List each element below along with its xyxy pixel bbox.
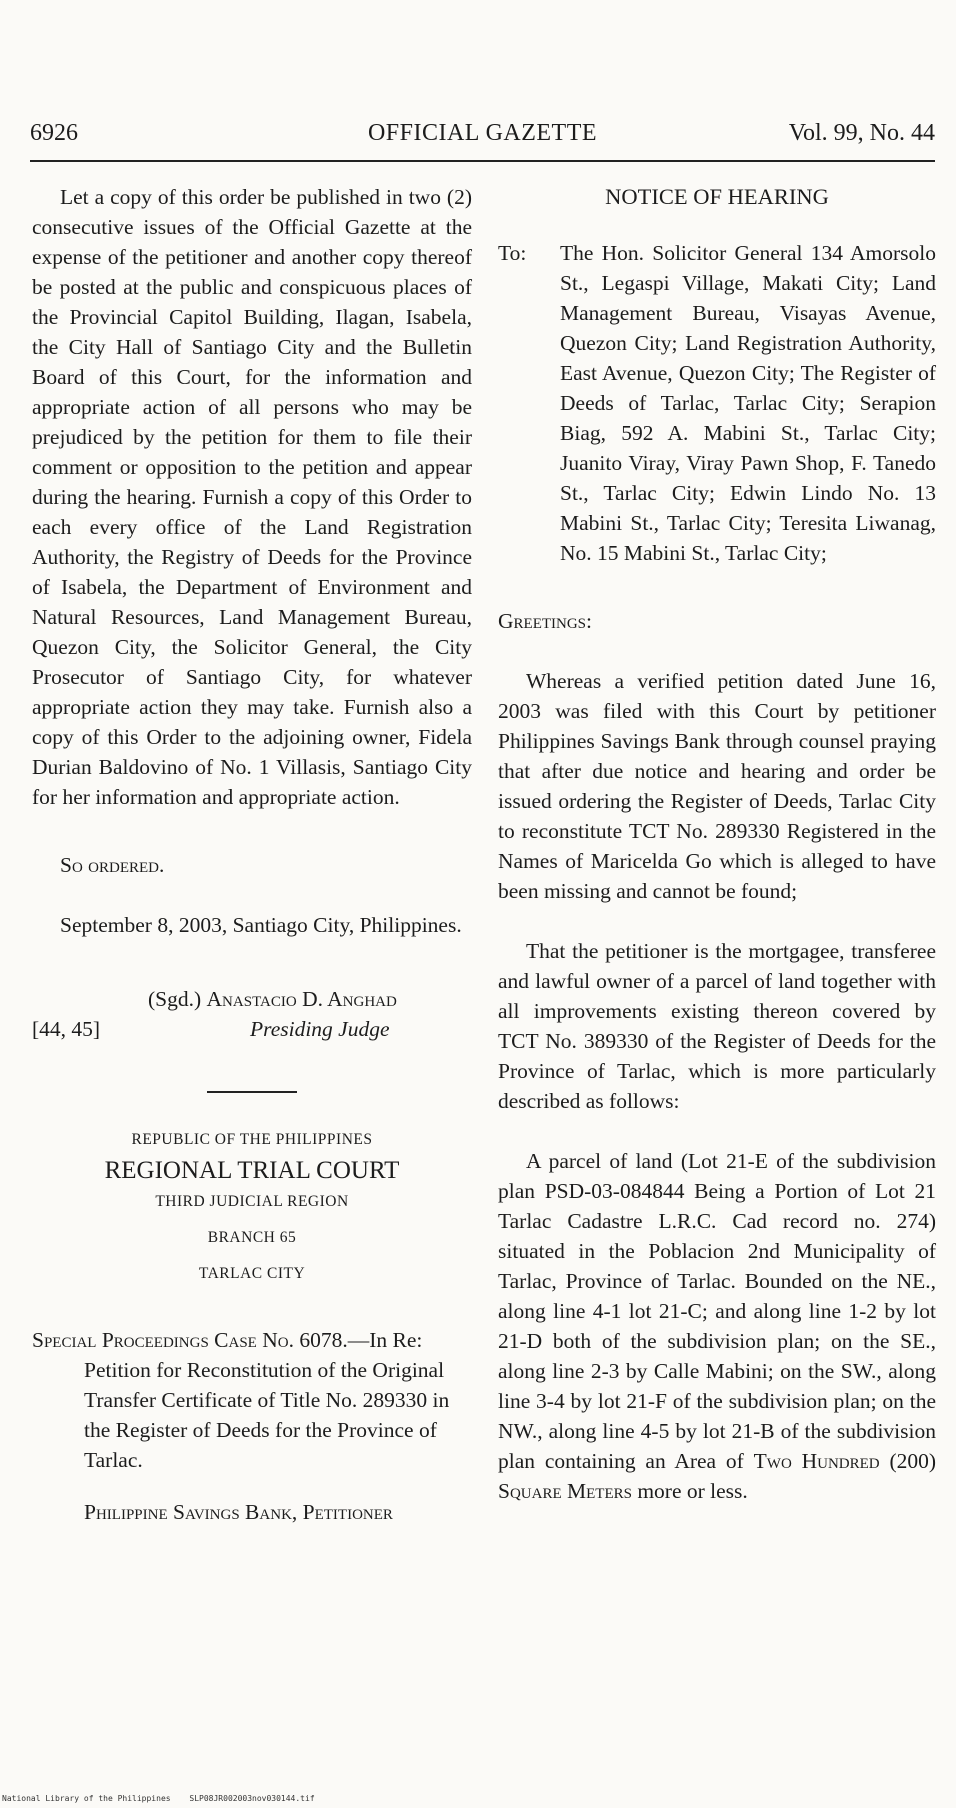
scan-footer [2, 1794, 329, 1803]
land-area: Two Hundred (200) Square Meters [498, 1449, 937, 1503]
right-column [498, 182, 936, 1506]
left-column [32, 182, 472, 1527]
addressee-list: The Hon. Solicitor General 134 Amorsolo St., Legaspi Village, Makati City; Land Management Bureau, Visayas Avenue, Quezon City; Land Registration Authority, East Avenue, Quezon City; The Register of Deeds of Tarlac, Tarlac City; Serapion Biag, 592 A. Mabini St., Tarlac City; Juanito Viray, Viray Pawn Shop, F. Tanedo St., Tarlac City; Edwin Lindo No. 13 Mabini St., Tarlac City; Teresita Liwanag, No. 15 Mabini St., Tarlac City; [560, 241, 936, 565]
case-label: Special Proceedings Case No. 6078. [32, 1328, 348, 1352]
library-name: National Library of the Philippines [2, 1794, 171, 1803]
notice-title: NOTICE OF HEARING [605, 184, 829, 209]
republic-line: REPUBLIC OF THE PHILIPPINES [131, 1131, 373, 1148]
case-caption [32, 1325, 472, 1527]
volume-number: Vol. 99, No. 44 [788, 120, 935, 146]
judge-position: Presiding Judge [250, 1017, 390, 1041]
petitioner-paragraph: That the petitioner is the mortgagee, transferee and lawful owner of a parcel of land together with all improvements existing thereon covered by TCT No. 389330 of the Register of Deeds for the Province of Tarlac, which is more particularly described as follows: [498, 939, 936, 1113]
to-label: To: [498, 241, 527, 265]
signature-block [32, 984, 472, 1046]
section-divider [207, 1091, 297, 1093]
page-number: 6926 [30, 120, 78, 146]
order-paragraph: Let a copy of this order be published in two (2) consecutive issues of the Official Gazette at the expense of the petitioner and another copy thereof be posted at the public and conspicuous places of the Provincial Capitol Building, Ilagan, Isabela, the City Hall of Santiago City and the Bulletin Board of this Court, for the information and appropriate action of all persons who may be prejudiced by the petition for them to file their comment or opposition to the petition and appear during the hearing. Furnish a copy of this Order to each every office of the Land Registration Authority, the Registry of Deeds for the Province of Isabela, the Department of Environment and Natural Resources, Land Management Bureau, Quezon City, the Solicitor General, the City Prosecutor of Santiago City, for whatever appropriate action they may take. Furnish also a copy of this Order to the adjoining owner, Fidela Durian Baldovino of No. 1 Villasis, Santiago City for her information and appropriate action. [32, 185, 472, 809]
court-heading [32, 1125, 472, 1289]
so-ordered: So ordered. [60, 853, 165, 877]
publication-title: OFFICIAL GAZETTE [367, 120, 598, 146]
city-line: TARLAC CITY [198, 1265, 306, 1282]
case-description: Petition for Reconstitution of the Original Transfer Certificate of Title No. 289330 in the Register of Deeds for the Province of Tarlac. [84, 1358, 450, 1472]
date-line: September 8, 2003, Santiago City, Philippines. [60, 913, 462, 937]
petitioner-line: Philippine Savings Bank, Petitioner [84, 1500, 393, 1524]
land-description-end: more or less. [631, 1479, 748, 1503]
greetings: Greetings: [498, 609, 592, 633]
land-description [498, 1146, 936, 1506]
whereas-paragraph: Whereas a verified petition dated June 16, 2003 was filed with this Court by petitioner Philippines Savings Bank through counsel praying that after due notice and hearing and order be issued ordering the Register of Deeds, Tarlac City to reconstitute TCT No. 289330 Registered in the Names of Maricelda Go which is alleged to have been missing and cannot be found; [498, 669, 936, 903]
scan-filename: SLP08JR002003nov030144.tif [189, 1794, 315, 1803]
court-name: REGIONAL TRIAL COURT [104, 1157, 400, 1184]
land-description-text: A parcel of land (Lot 21-E of the subdivision plan PSD-03-084844 Being a Portion of Lot 21 Tarlac Cadastre L.R.C. Cad record no. 274) situated in the Poblacion 2nd Municipality of Tarlac, Province of Tarlac. Bounded on the NE., along line 4-1 lot 21-C; and along line 1-2 by lot 21-D both of the subdivision plan; on the SE., along line 2-3 by Calle Mabini; on the SW., along line 3-4 by lot 21-F of the subdivision plan; on the NW., along line 4-5 by lot 21-B of the subdivision plan containing an Area of [498, 1149, 936, 1473]
running-header [30, 120, 935, 156]
signature-line [148, 984, 397, 1014]
header-rule [30, 160, 935, 162]
sgd-label: (Sgd.) [148, 987, 202, 1011]
branch-line: BRANCH 65 [207, 1229, 297, 1246]
region-line: THIRD JUDICIAL REGION [155, 1193, 349, 1210]
addressee-block [498, 238, 936, 568]
issue-reference: [44, 45] [32, 1017, 101, 1041]
judge-name: Anastacio D. Anghad [206, 987, 397, 1011]
case-in-re: —In Re: [347, 1328, 423, 1352]
